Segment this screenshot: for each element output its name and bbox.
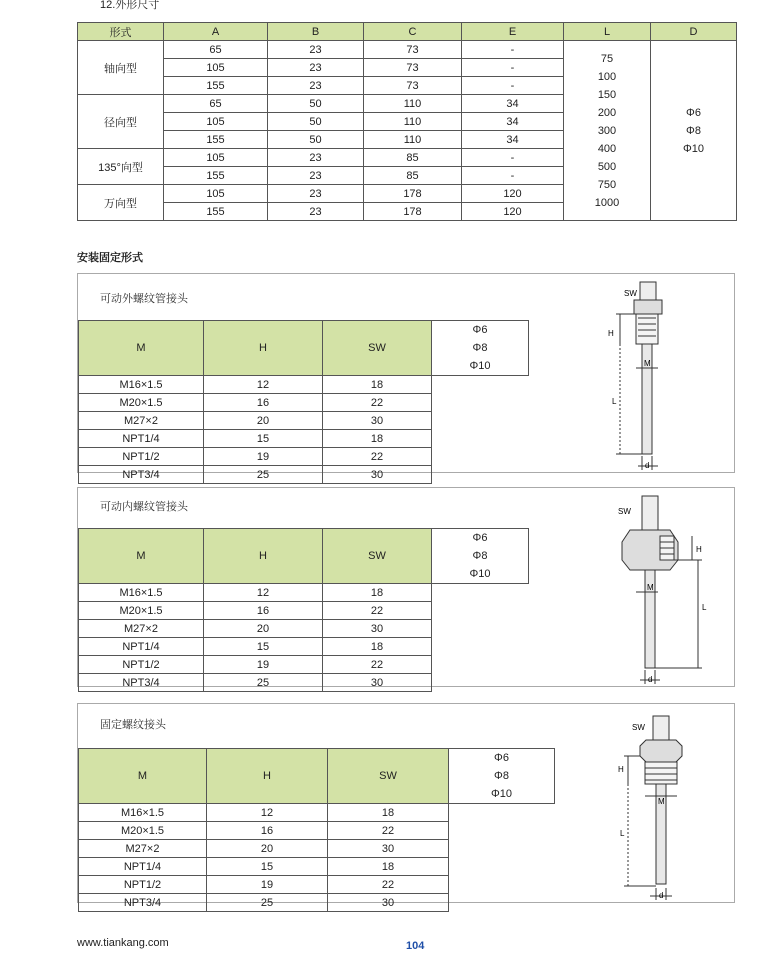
fitting-cell: 12 (204, 584, 323, 602)
fitting-row (79, 602, 529, 620)
fitting-cell: NPT3/4 (79, 894, 207, 912)
dims-header-cell: A (164, 23, 268, 41)
fitting-cell: 30 (323, 620, 432, 638)
fitting-cell: NPT1/4 (79, 430, 204, 448)
fitting-cell: 30 (323, 674, 432, 692)
fitting-header-cell: H (204, 529, 323, 584)
dims-form-cell: 轴向型 (78, 41, 164, 95)
dims-cell: 73 (364, 77, 462, 95)
fitting-cell: 19 (204, 448, 323, 466)
label-m: M (647, 583, 654, 592)
dims-cell: - (462, 149, 564, 167)
fitting-cell: 16 (204, 602, 323, 620)
fitting-row (79, 448, 529, 466)
fitting-row (79, 412, 529, 430)
fitting-cell: 18 (323, 376, 432, 394)
dims-cell: 155 (164, 131, 268, 149)
dims-cell: 120 (462, 203, 564, 221)
fitting-cell: M27×2 (79, 840, 207, 858)
dims-form-cell: 135°向型 (78, 149, 164, 185)
fitting-row (79, 804, 555, 822)
dims-cell: 105 (164, 113, 268, 131)
footer-url[interactable]: www.tiankang.com (77, 937, 169, 949)
fitting-cell: 15 (207, 858, 328, 876)
L-value: 75 (600, 52, 614, 65)
fitting-header-row (79, 529, 529, 584)
fitting-cell: 18 (323, 584, 432, 602)
d-value: Φ8 (472, 550, 488, 562)
fitting-row (79, 394, 529, 412)
fitting-cell: M20×1.5 (79, 602, 204, 620)
fitting-row (79, 430, 529, 448)
fitting-cell: 18 (328, 804, 449, 822)
dims-cell: 120 (462, 185, 564, 203)
dims-cell: 110 (364, 95, 462, 113)
d-value: Φ6 (472, 532, 488, 544)
dims-cell: 23 (268, 41, 364, 59)
label-m: M (658, 797, 665, 806)
fitting-cell: M20×1.5 (79, 394, 204, 412)
dims-cell: 178 (364, 185, 462, 203)
fitting-row (79, 674, 529, 692)
fitting-header-cell: SW (323, 321, 432, 376)
dims-cell: 178 (364, 203, 462, 221)
dims-cell: 50 (268, 113, 364, 131)
fitting-cell: 18 (323, 430, 432, 448)
dims-cell: - (462, 59, 564, 77)
fitting-header-cell: M (79, 749, 207, 804)
d-value: Φ10 (490, 788, 512, 800)
d-value: Φ6 (494, 752, 509, 764)
label-h: H (608, 329, 614, 338)
fitting-row (79, 638, 529, 656)
fitting-d-cell (449, 749, 555, 804)
fitting-cell: 20 (207, 840, 328, 858)
fitting-cell: 30 (323, 466, 432, 484)
dimensions-header-row (78, 23, 737, 41)
dims-header-cell: C (364, 23, 462, 41)
fitting-cell: 15 (204, 638, 323, 656)
dims-cell: 23 (268, 185, 364, 203)
label-d: d (659, 891, 664, 900)
fitting-cell: 25 (207, 894, 328, 912)
dims-cell: 73 (364, 41, 462, 59)
label-l: L (620, 829, 625, 838)
fitting-header-cell: M (79, 321, 204, 376)
dimensions-table (77, 22, 737, 221)
fitting-cell: NPT1/4 (79, 858, 207, 876)
fitting-cell: M20×1.5 (79, 822, 207, 840)
fitting-header-cell: M (79, 529, 204, 584)
fitting-cell: 25 (204, 466, 323, 484)
fitting-header-cell: SW (323, 529, 432, 584)
dims-cell: 23 (268, 59, 364, 77)
L-value: 1000 (594, 196, 620, 209)
fitting-cell: M16×1.5 (79, 584, 204, 602)
fitting-cell: 18 (328, 858, 449, 876)
fitting-cell: 30 (328, 840, 449, 858)
fitting-cell: NPT3/4 (79, 674, 204, 692)
fitting-table (78, 320, 529, 484)
dims-cell: 105 (164, 59, 268, 77)
fitting-cell: NPT1/4 (79, 638, 204, 656)
fitting-row (79, 376, 529, 394)
fitting-header-cell: H (204, 321, 323, 376)
D-value: Φ6 (686, 106, 701, 119)
fitting-cell: NPT1/2 (79, 656, 204, 674)
label-d: d (648, 675, 653, 684)
fitting-cell: 25 (204, 674, 323, 692)
section-heading-dimensions: 12.外形尺寸 (100, 0, 160, 11)
dims-cell: 50 (268, 95, 364, 113)
fitting-row (79, 466, 529, 484)
fitting-cell: 18 (323, 638, 432, 656)
dims-cell: 34 (462, 95, 564, 113)
d-value: Φ8 (472, 342, 488, 354)
fitting-cell: 22 (323, 394, 432, 412)
fitting-cell: 16 (207, 822, 328, 840)
dims-header-cell: D (651, 23, 737, 41)
dims-row (78, 41, 737, 59)
fitting-header-cell: H (207, 749, 328, 804)
dims-form-cell: 万向型 (78, 185, 164, 221)
dims-cell: 23 (268, 77, 364, 95)
dims-cell: 85 (364, 149, 462, 167)
female-fitting-drawing (598, 492, 718, 686)
dims-cell: 110 (364, 113, 462, 131)
dims-cell: - (462, 77, 564, 95)
fitting-cell: 15 (204, 430, 323, 448)
fitting-row (79, 894, 555, 912)
dims-cell: - (462, 167, 564, 185)
L-value: 150 (597, 88, 617, 101)
dims-L-cell (564, 41, 651, 221)
fitting-cell: 19 (204, 656, 323, 674)
fitting-cell: NPT1/2 (79, 448, 204, 466)
dims-cell: 105 (164, 185, 268, 203)
fitting-cell: 22 (328, 822, 449, 840)
label-l: L (702, 603, 707, 612)
fitting-d-cell (432, 321, 529, 376)
fitting-cell: 30 (328, 894, 449, 912)
L-value: 400 (597, 142, 617, 155)
fitting-cell: M27×2 (79, 620, 204, 638)
fitting-cell: M16×1.5 (79, 804, 207, 822)
fitting-cell: 16 (204, 394, 323, 412)
fitting-cell: 22 (323, 448, 432, 466)
fitting-header-cell: SW (328, 749, 449, 804)
d-value: Φ10 (469, 568, 491, 580)
fitting-header-row (79, 749, 555, 804)
L-value: 200 (597, 106, 617, 119)
panel-female-thread-fitting (77, 487, 735, 687)
dims-cell: 65 (164, 95, 268, 113)
fitting-row (79, 822, 555, 840)
dims-form-cell: 径向型 (78, 95, 164, 149)
fitting-cell: 19 (207, 876, 328, 894)
L-value: 500 (597, 160, 617, 173)
label-h: H (696, 545, 702, 554)
dims-cell: 85 (364, 167, 462, 185)
dims-cell: 155 (164, 167, 268, 185)
fitting-cell: 20 (204, 620, 323, 638)
fitting-row (79, 858, 555, 876)
dims-cell: 110 (364, 131, 462, 149)
label-sw: SW (618, 507, 631, 516)
label-d: d (645, 461, 650, 470)
dims-cell: 23 (268, 149, 364, 167)
panel-title: 可动内螺纹管接头 (100, 501, 188, 513)
L-value: 100 (597, 70, 617, 83)
fitting-cell: NPT3/4 (79, 466, 204, 484)
panel-fixed-thread-fitting (77, 703, 735, 909)
dims-header-cell: B (268, 23, 364, 41)
fitting-cell: 22 (328, 876, 449, 894)
fixed-fitting-drawing (598, 708, 718, 902)
dims-cell: 50 (268, 131, 364, 149)
fitting-row (79, 876, 555, 894)
fitting-d-cell (432, 529, 529, 584)
fitting-cell: 12 (207, 804, 328, 822)
dims-cell: 34 (462, 131, 564, 149)
fitting-row (79, 656, 529, 674)
dims-cell: 65 (164, 41, 268, 59)
fitting-cell: 22 (323, 602, 432, 620)
fitting-cell: 12 (204, 376, 323, 394)
fitting-cell: 20 (204, 412, 323, 430)
dims-cell: - (462, 41, 564, 59)
section-heading-install: 安装固定形式 (77, 252, 143, 264)
fitting-row (79, 584, 529, 602)
page-number: 104 (406, 940, 425, 952)
fitting-cell: 22 (323, 656, 432, 674)
label-m: M (644, 359, 651, 368)
fitting-table (78, 528, 529, 692)
d-value: Φ10 (469, 360, 491, 372)
d-value: Φ8 (494, 770, 509, 782)
fitting-row (79, 620, 529, 638)
label-l: L (612, 397, 617, 406)
dims-header-cell: E (462, 23, 564, 41)
D-value: Φ10 (682, 142, 704, 155)
label-sw: SW (624, 289, 637, 298)
label-h: H (618, 765, 624, 774)
fitting-row (79, 840, 555, 858)
D-value: Φ8 (686, 124, 701, 137)
fitting-cell: M16×1.5 (79, 376, 204, 394)
dims-header-cell: 形式 (78, 23, 164, 41)
d-value: Φ6 (472, 324, 488, 336)
fitting-cell: NPT1/2 (79, 876, 207, 894)
dims-cell: 34 (462, 113, 564, 131)
dims-cell: 73 (364, 59, 462, 77)
L-value: 300 (597, 124, 617, 137)
fitting-cell: M27×2 (79, 412, 204, 430)
dims-D-cell (651, 41, 737, 221)
dims-cell: 155 (164, 77, 268, 95)
male-fitting-drawing (598, 278, 718, 472)
panel-male-thread-fitting (77, 273, 735, 481)
fitting-table (78, 748, 555, 912)
dims-cell: 23 (268, 203, 364, 221)
dims-header-cell: L (564, 23, 651, 41)
panel-title: 可动外螺纹管接头 (100, 293, 188, 305)
dims-cell: 105 (164, 149, 268, 167)
panel-title: 固定螺纹接头 (100, 719, 166, 731)
fitting-cell: 30 (323, 412, 432, 430)
label-sw: SW (632, 723, 645, 732)
dims-cell: 23 (268, 167, 364, 185)
dims-cell: 155 (164, 203, 268, 221)
fitting-header-row (79, 321, 529, 376)
L-value: 750 (597, 178, 617, 191)
